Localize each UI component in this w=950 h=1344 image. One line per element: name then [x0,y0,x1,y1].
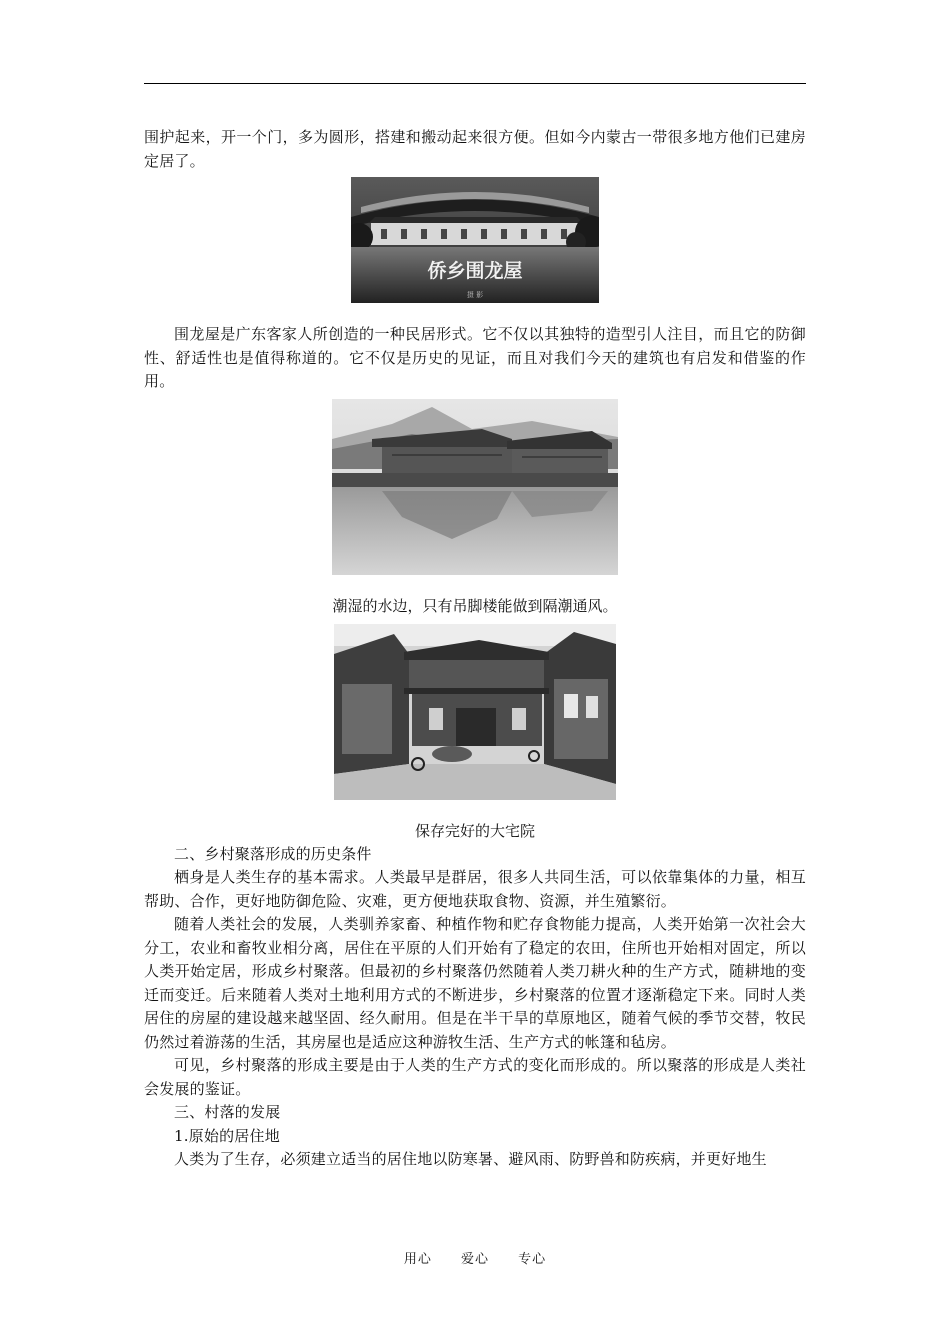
footer-word-2: 爱心 [460,1252,489,1267]
paragraph-shelter: 栖身是人类生存的基本需求。人类最早是群居，很多人共同生活，可以依靠集体的力量，相互帮助、合作，更好地防御危险、灾难，更方便地获取食物、资源，并生殖繁衍。 [144,868,806,910]
paragraph-yurt-end: 围护起来，开一个门，多为圆形，搭建和搬动起来很方便。但如今内蒙古一带很多地方他们已建房定居了。 [144,128,806,170]
footer-word-3: 专心 [518,1252,547,1267]
figure-weilongwu-photo [144,177,806,303]
courtyard-image [334,624,616,800]
figure-caption-courtyard: 保存完好的大宅院 [414,821,535,840]
paragraph-primitive-residence: 人类为了生存，必须建立适当的居住地以防寒暑、避风雨、防野兽和防疾病，并更好地生 [174,1150,767,1168]
figure-stilt-house-photo [144,399,806,575]
paragraph-conclusion: 可见，乡村聚落的形成主要是由于人类的生产方式的变化而形成的。所以聚落的形成是人类社会发展的鉴证。 [144,1056,806,1098]
weilongwu-image [351,177,599,303]
paragraph-development: 随着人类社会的发展，人类驯养家畜、种植作物和贮存食物能力提高，人类开始第一次社会大分工，农业和畜牧业相分离，居住在平原的人们开始有了稳定的农田，住所也开始相对固定，所以人类开始定居，形成乡村聚落。但最初的乡村聚落仍然随着人类刀耕火种的生产方式，随耕地的变迁而变迁。后来随着人类对土地利用方式的不断进步，乡村聚落的位置才逐渐稳定下来。同时人类居住的房屋的建设越来越坚固、经久耐用。但是在半干旱的草原地区，随着气候的季节交替，牧民仍然过着游荡的生活，其房屋也是适应这种游牧生活、生产方式的帐篷和毡房。 [144,915,806,1051]
figure-title-text: 侨乡围龙屋 [427,260,523,282]
figure-courtyard-photo [144,624,806,800]
paragraph-weilongwu: 围龙屋是广东客家人所创造的一种民居形式。它不仅以其独特的造型引人注目，而且它的防御性、舒适性也是值得称道的。它不仅是历史的见证，而且对我们今天的建筑也有启发和借鉴的作用。 [144,325,806,390]
subsection-heading-3-1: 1.原始的居住地 [174,1126,280,1145]
section-heading-3: 三、村落的发展 [174,1103,281,1121]
page-footer [0,1248,950,1267]
section-heading-2: 二、乡村聚落形成的历史条件 [174,844,372,863]
figure-caption-stilt-house: 潮湿的水边，只有吊脚楼能做到隔潮通风。 [332,596,618,615]
page-content [144,126,806,1172]
figure-credit-text: 摄 影 [466,291,484,299]
footer-word-1: 用心 [403,1252,432,1267]
header-rule [144,83,806,84]
stilt-house-image [332,399,618,575]
